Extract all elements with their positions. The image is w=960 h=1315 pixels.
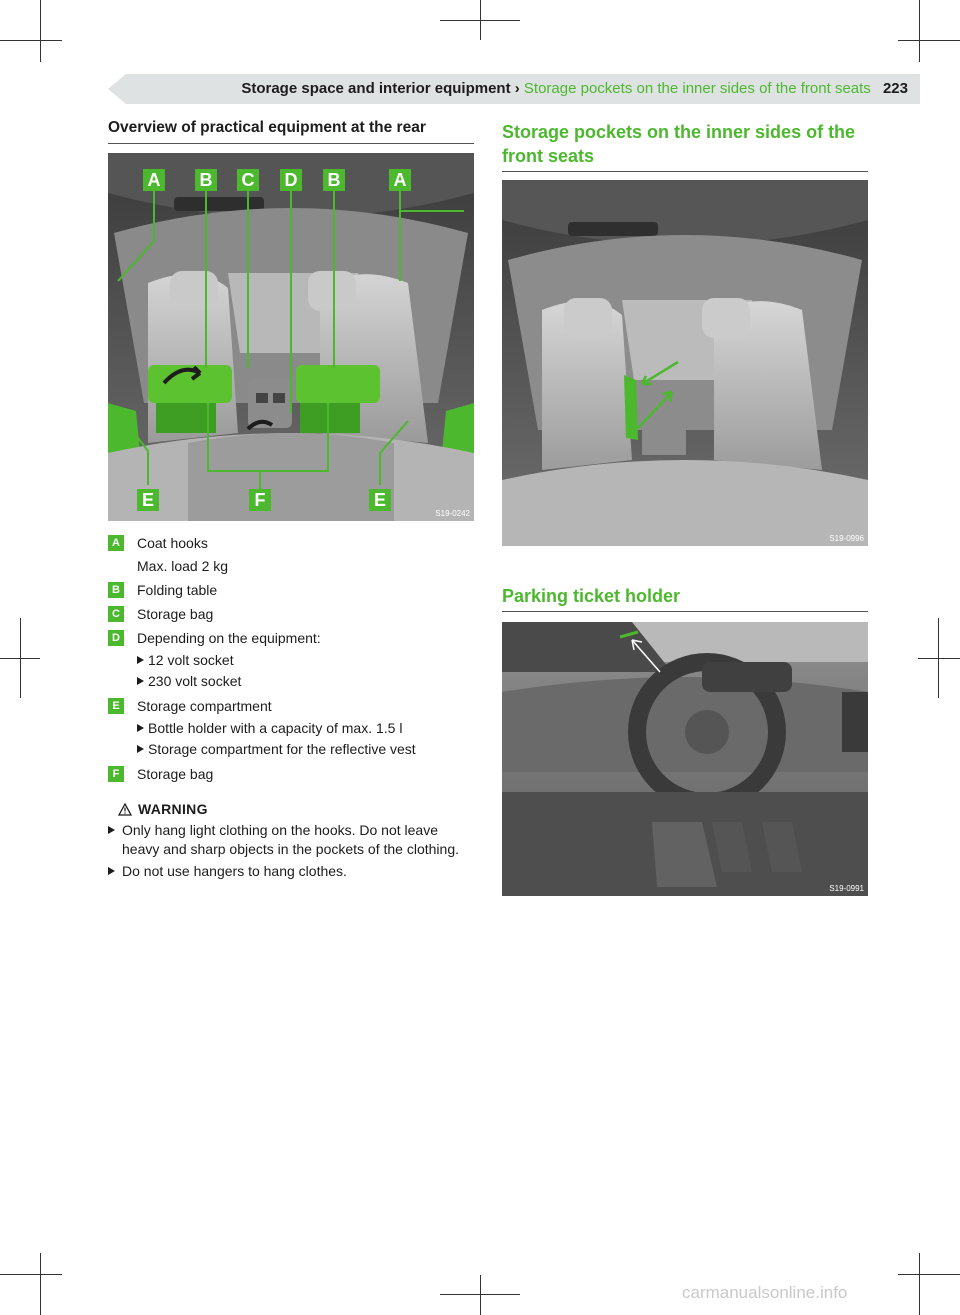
legend-item-e [108,697,478,760]
section-heading-parking-ticket: Parking ticket holder [502,584,868,612]
warning-triangle-icon [118,803,132,816]
legend-bullet: Bottle holder with a capacity of max. 1.5 l [108,718,478,739]
section-heading-rear-equipment: Overview of practical equipment at the rear [108,119,474,144]
page-number: 223 [882,80,908,97]
rear-interior-figure [108,153,474,521]
legend-text: Storage bag [137,606,214,622]
legend-text: Folding table [137,582,218,598]
legend-text: Coat hooks [137,535,208,551]
figure-code: S19-0242 [435,509,470,518]
warning-title: WARNING [138,801,208,817]
warning-item: Only hang light clothing on the hooks. Do not leave heavy and sharp objects in the pockets of the clothing. [108,821,478,859]
breadcrumb-separator: › [514,80,520,97]
breadcrumb-main: Storage space and interior equipment [241,80,511,97]
legend-item-c [108,605,478,624]
figure-label-top: A [393,170,407,190]
legend-key: E [108,698,124,714]
figure-code: S19-0996 [829,534,864,543]
legend-key: C [108,606,124,622]
running-header [241,80,908,97]
legend-item-b [108,581,478,600]
figure-label-top: C [241,170,255,190]
breadcrumb-current: Storage pockets on the inner sides of the front seats [523,80,871,97]
figure-label-bottom: E [141,490,155,510]
figure-label-top: B [327,170,341,190]
legend-subtext: Max. load 2 kg [137,558,229,574]
legend-bullet: 12 volt socket [108,650,478,671]
legend-bullet: Storage compartment for the reflective vest [108,739,478,760]
figure-label-bottom: E [373,490,387,510]
legend-text: Storage bag [137,766,214,782]
rear-interior-illustration [108,153,474,521]
dashboard-illustration [502,622,868,896]
legend-item-a [108,534,478,576]
figure-legend [108,534,478,789]
dashboard-figure [502,622,868,896]
front-seats-illustration [502,180,868,546]
watermark: carmanualsonline.info [682,1283,848,1302]
legend-text: Storage compartment [137,698,272,714]
legend-item-f [108,765,478,784]
legend-bullet: 230 volt socket [108,671,478,692]
warning-title-row [108,800,478,819]
figure-label-top: D [284,170,298,190]
legend-text: Depending on the equipment: [137,630,321,646]
section-heading-storage-pockets: Storage pockets on the inner sides of the front seats [502,120,868,172]
figure-label-top: A [147,170,161,190]
legend-key: B [108,582,124,598]
legend-key: A [108,535,124,551]
figure-label-bottom: F [254,490,266,510]
legend-key: F [108,766,124,782]
legend-key: D [108,630,124,646]
figure-code: S19-0991 [829,884,864,893]
warning-item: Do not use hangers to hang clothes. [108,862,478,881]
warning-box [108,800,478,881]
figure-label-top: B [199,170,213,190]
front-seats-figure [502,180,868,546]
legend-item-d [108,629,478,692]
